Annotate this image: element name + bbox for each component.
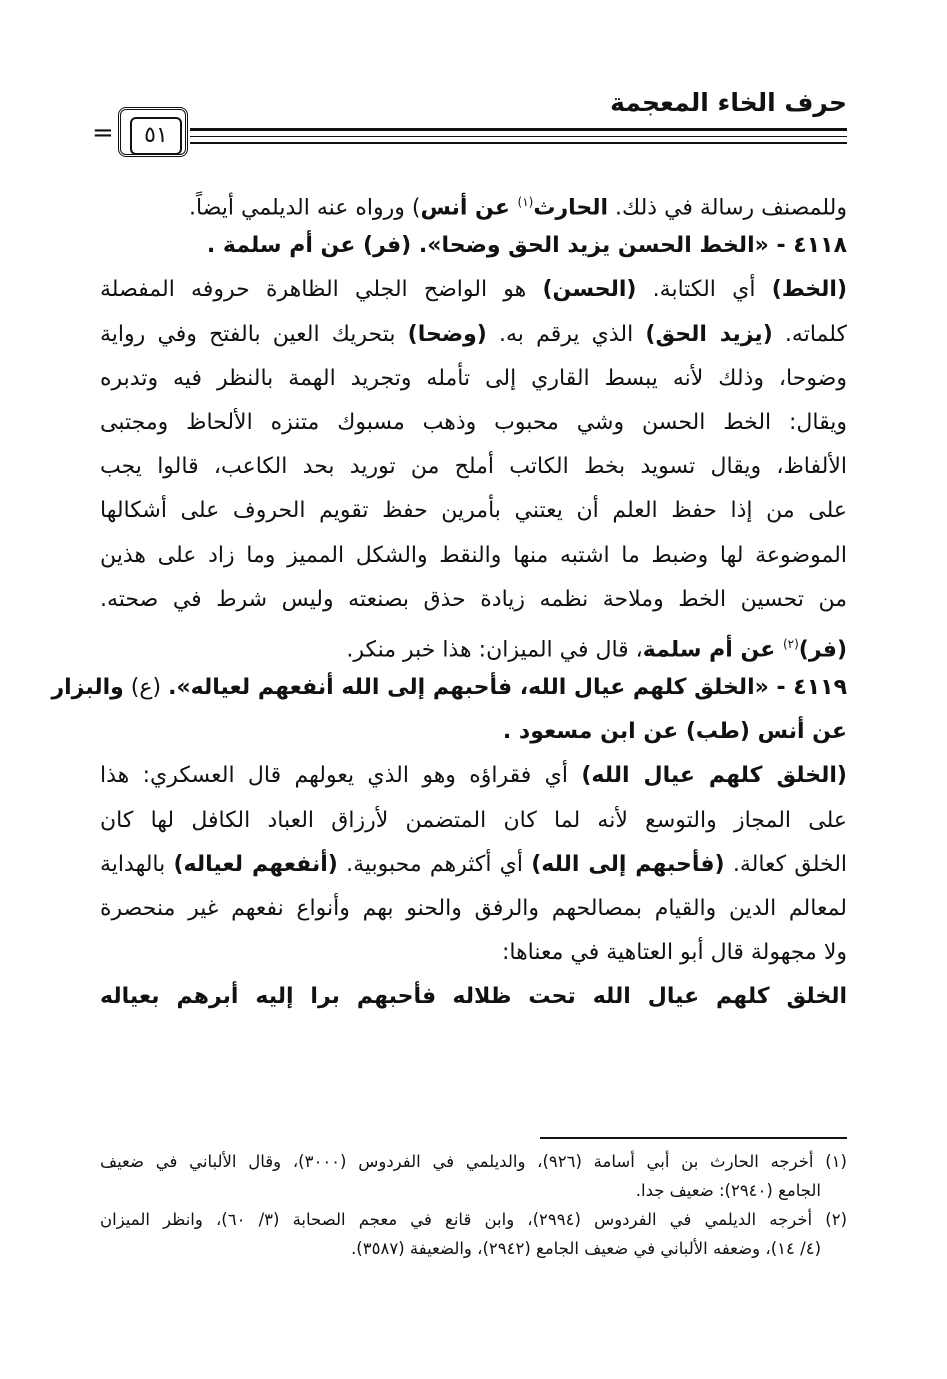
- narrator-name: عن أنس: [420, 195, 518, 221]
- footnote-1: (١) أخرجه الحارث بن أبي أسامة (٩٢٦)، والديلمي في الفردوس (٣٠٠٠)، وقال الألباني في ضعيف: [100, 1152, 847, 1171]
- keyword: (وضحا): [407, 321, 487, 347]
- header-rule: [190, 128, 847, 131]
- verse-hemistich: فأحبهم برا إليه أبرهم بعياله: [100, 984, 437, 1010]
- keyword: (فأحبهم إلى الله): [531, 851, 725, 877]
- text-line: وضوحا، وذلك لأنه يبسط القاري إلى تأمله وتجريد الهمة بالنظر فيه وتدبره: [100, 365, 847, 391]
- footnote-1-cont: الجامع (٢٩٤٠): ضعيف جدا.: [635, 1181, 821, 1200]
- keyword: (الخط): [771, 277, 848, 303]
- hadith-sources: عن أنس (طب) عن ابن مسعود .: [502, 719, 847, 745]
- footnotes: [100, 1147, 847, 1263]
- text-line: [100, 313, 847, 357]
- text-line: ولا مجهولة قال أبو العتاهية في معناها:: [501, 940, 847, 966]
- keyword: (يزيد الحق): [645, 321, 773, 347]
- hadith-heading: [51, 666, 847, 710]
- text-run: ) ورواه عنه الديلمي أيضاً.: [189, 195, 421, 221]
- text-line: لمعالم الدين والقيام بمصالحهم والرفق والحنو بهم وأنواع نفعهم غير منحصرة: [100, 896, 847, 921]
- poetry-verse: [100, 975, 847, 1019]
- running-title: حرف الخاء المعجمة: [610, 88, 847, 117]
- text-run: بالهداية: [100, 851, 174, 877]
- source-name: والبزار: [51, 675, 124, 701]
- footnote-2-cont: (٤/ ١٤)، وضعفه الألباني في ضعيف الجامع (٢٩٤٢)، والضعيفة (٣٥٨٧).: [351, 1239, 821, 1258]
- text-line: [100, 268, 847, 312]
- text-line: [100, 843, 847, 887]
- text-run: ، قال في الميزان: هذا خبر منكر.: [346, 637, 643, 663]
- narrator-name: الحارث: [533, 195, 609, 221]
- header-mark: =: [92, 118, 114, 148]
- source-code: (ع): [123, 675, 169, 701]
- text-run: وللمصنف رسالة في ذلك.: [608, 195, 847, 221]
- text-run: الخلق كعالة.: [724, 851, 848, 877]
- text-run: أي الكتابة.: [636, 277, 772, 303]
- text-line: على من إذا حفظ العلم أن يعتني بأمرين حفظ تقويم الحروف على أشكالها: [100, 498, 847, 524]
- text-run: الذي يرقم به.: [486, 321, 646, 347]
- footnote-ref: (٢): [782, 636, 799, 651]
- text-run: أي فقراؤه وهو الذي يعولهم قال العسكري: هذا: [100, 763, 582, 789]
- text-run: بتحريك العين بالفتح وفي رواية: [100, 321, 408, 347]
- text-line: [100, 180, 847, 224]
- text-run: كلماته.: [772, 321, 848, 347]
- narrator-name: عن أم سلمة: [642, 637, 783, 663]
- text-line: الألفاظ، ويقال تسويد بخط الكاتب أملح من توريد بحد الكاعب، قالوا يجب: [100, 454, 847, 480]
- hadith-text: ٤١١٩ - «الخلق كلهم عيال الله، فأحبهم إلى الله أنفعهم لعياله».: [168, 675, 847, 701]
- text-line: [100, 754, 847, 798]
- footnote-2: (٢) أخرجه الديلمي في الفردوس (٢٩٩٤)، وابن قانع في معجم الصحابة (٣/ ٦٠)، وانظر الميزان: [100, 1210, 847, 1229]
- text-line: على المجاز والتوسع لأنه لما كان المتضمن لأرزاق العباد الكافل لها كان: [100, 807, 847, 833]
- text-line: ويقال: الخط الحسن وشي محبوب وذهب مسبوك متنزه الألحاظ ومجتبى: [100, 409, 847, 435]
- page-number: ٥١: [130, 117, 182, 155]
- verse-hemistich: الخلق كلهم عيال الله تحت ظلاله: [452, 984, 847, 1010]
- keyword: (أنفعهم لعياله): [173, 851, 338, 877]
- hadith-heading: [100, 710, 847, 754]
- source-code: (فر): [798, 637, 847, 663]
- footnote-separator: [540, 1137, 847, 1139]
- header-rule: [190, 142, 847, 144]
- text-run: هو الواضح الجلي الظاهرة حروفه المفصلة: [100, 277, 543, 303]
- header-rule: [190, 136, 847, 137]
- hadith-heading: [100, 224, 847, 268]
- text-line: من تحسين الخط وملاحة نظمه زيادة حذق بصنعته وليس شرط في صحته.: [100, 586, 847, 612]
- text-line: الموضوعة لها وضبط ما اشتبه منها والنقط والشكل المميز وما زاد على هذين: [100, 542, 847, 568]
- keyword: (الخلق كلهم عيال الله): [581, 763, 847, 789]
- text-run: أي أكثرهم محبوبية.: [337, 851, 532, 877]
- keyword: (الحسن): [542, 277, 637, 303]
- hadith-text: ٤١١٨ - «الخط الحسن يزيد الحق وضحا». (فر) عن أم سلمة .: [206, 233, 847, 259]
- body-text: [51, 180, 848, 1020]
- footnote-ref: (١): [517, 195, 534, 209]
- text-line: [100, 622, 847, 666]
